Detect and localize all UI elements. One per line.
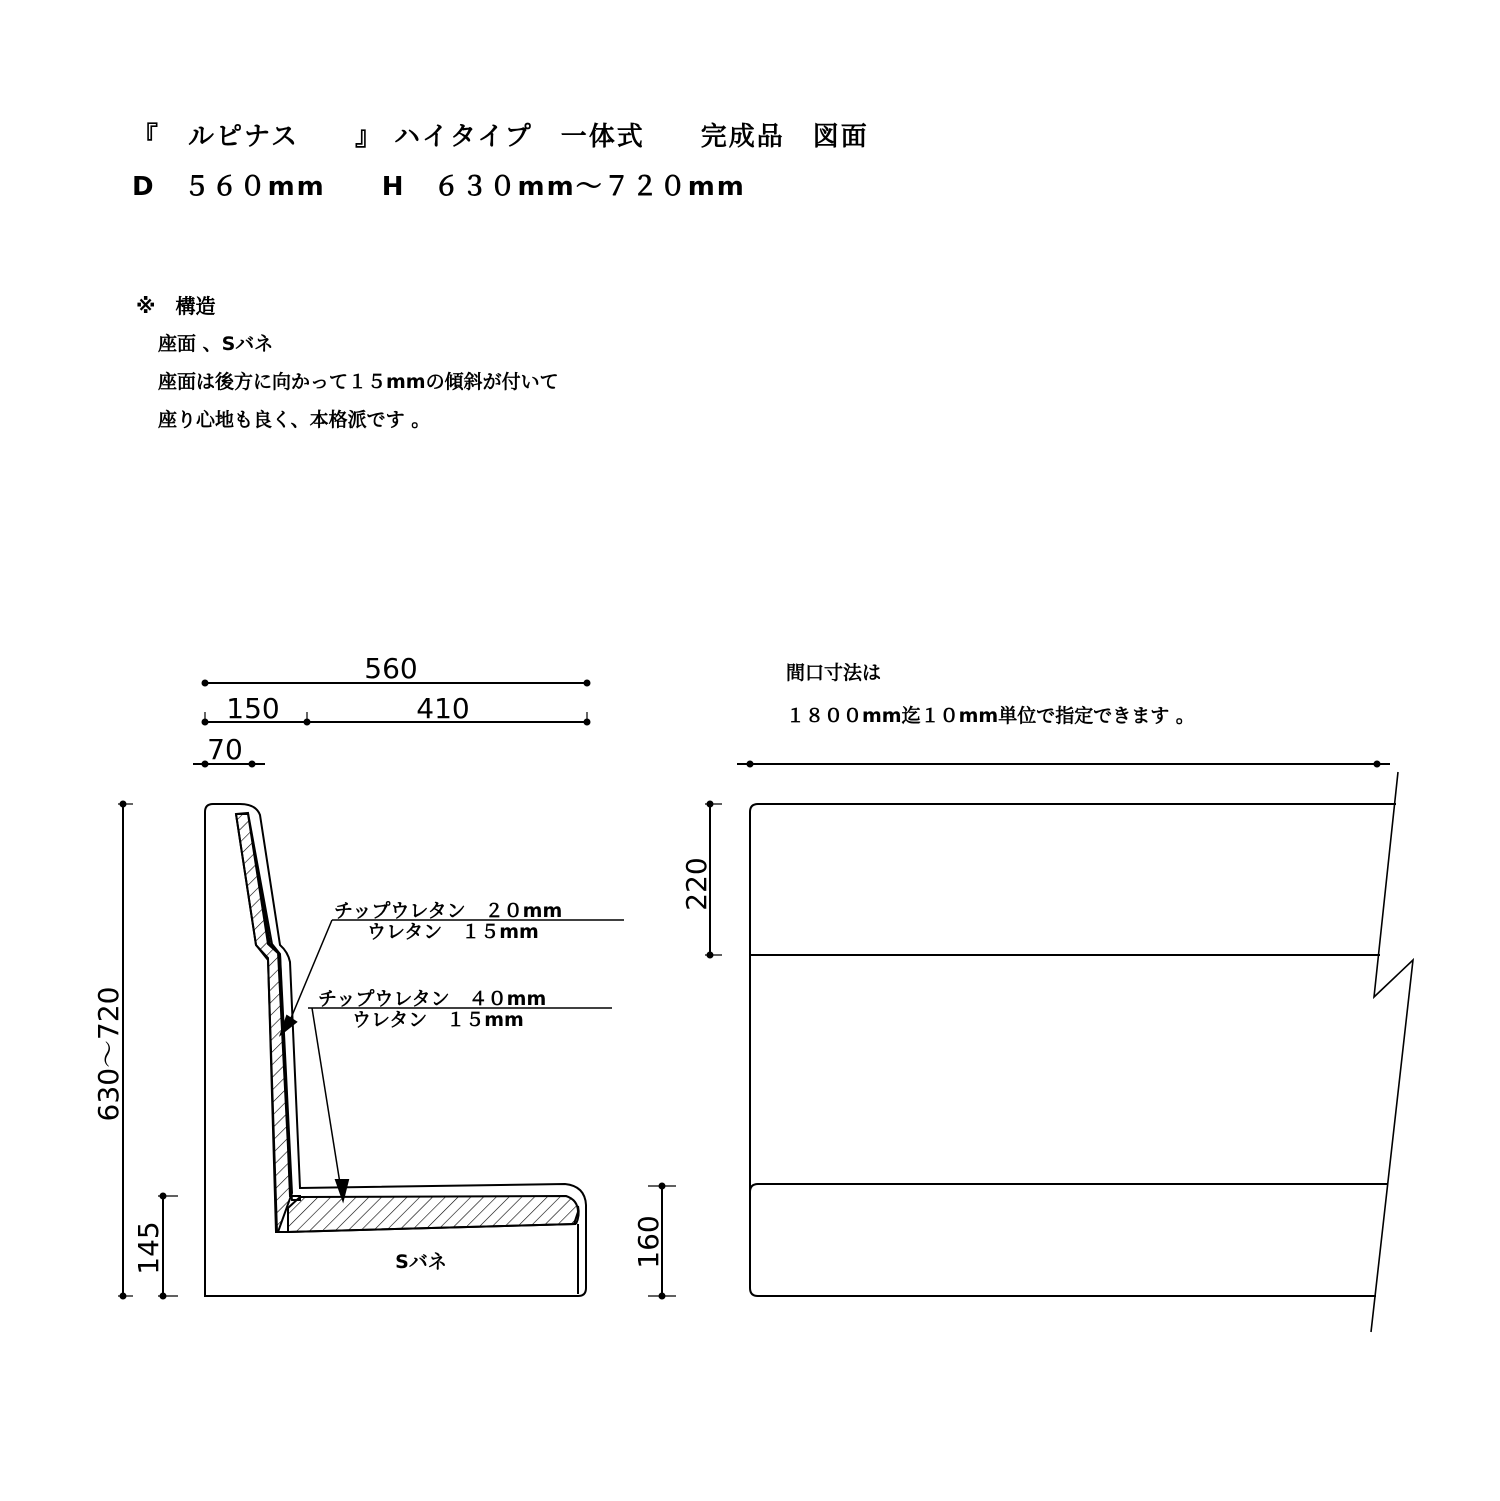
back-cushion-label-1: チップウレタン ２０mm xyxy=(334,900,563,922)
sofa-front-outline xyxy=(750,804,1396,1296)
seat-cushion-label-1: チップウレタン ４０mm xyxy=(318,988,547,1010)
dim-width xyxy=(737,762,1390,767)
dim-height-label: 630～720 xyxy=(92,986,125,1122)
dim-seat-depth-label: 410 xyxy=(416,692,470,725)
back-cushion-fill xyxy=(236,813,292,1232)
dim-back-height-label: 220 xyxy=(680,857,713,911)
structure-note-1: 座面 、Sバネ xyxy=(158,333,274,355)
back-cushion-label-2: ウレタン １５mm xyxy=(367,921,539,943)
break-line xyxy=(1371,772,1413,1332)
seat-cushion-label-2: ウレタン １５mm xyxy=(352,1009,524,1031)
dim-back-top-label: 70 xyxy=(207,733,243,766)
structure-note-3: 座り心地も良く、本格派です 。 xyxy=(158,409,431,431)
front-view xyxy=(648,762,1413,1333)
opening-note-2: １８００mm迄１０mm単位で指定できます 。 xyxy=(786,705,1195,727)
dim-total-depth-label: 560 xyxy=(364,652,418,685)
spring-label: Sバネ xyxy=(395,1251,447,1273)
seat-cushion xyxy=(288,1196,578,1232)
seat-cushion-leader xyxy=(308,1008,612,1200)
seat-cushion-front xyxy=(750,1184,1388,1192)
dim-seat-height-label: 160 xyxy=(632,1215,665,1269)
structure-heading: ※ 構造 xyxy=(136,294,216,318)
drawing-dimensions-summary: D ５６０mm H ６３０mm～７２０mm xyxy=(132,172,746,202)
drawing-title: 『 ルピナス 』 ハイタイプ 一体式 完成品 図面 xyxy=(132,122,869,152)
structure-note-2: 座面は後方に向かって１５mmの傾斜が付いて xyxy=(158,371,559,393)
dim-back-depth-label: 150 xyxy=(226,692,280,725)
dim-seat-base-label: 145 xyxy=(132,1221,165,1275)
opening-note-1: 間口寸法は xyxy=(786,662,882,684)
